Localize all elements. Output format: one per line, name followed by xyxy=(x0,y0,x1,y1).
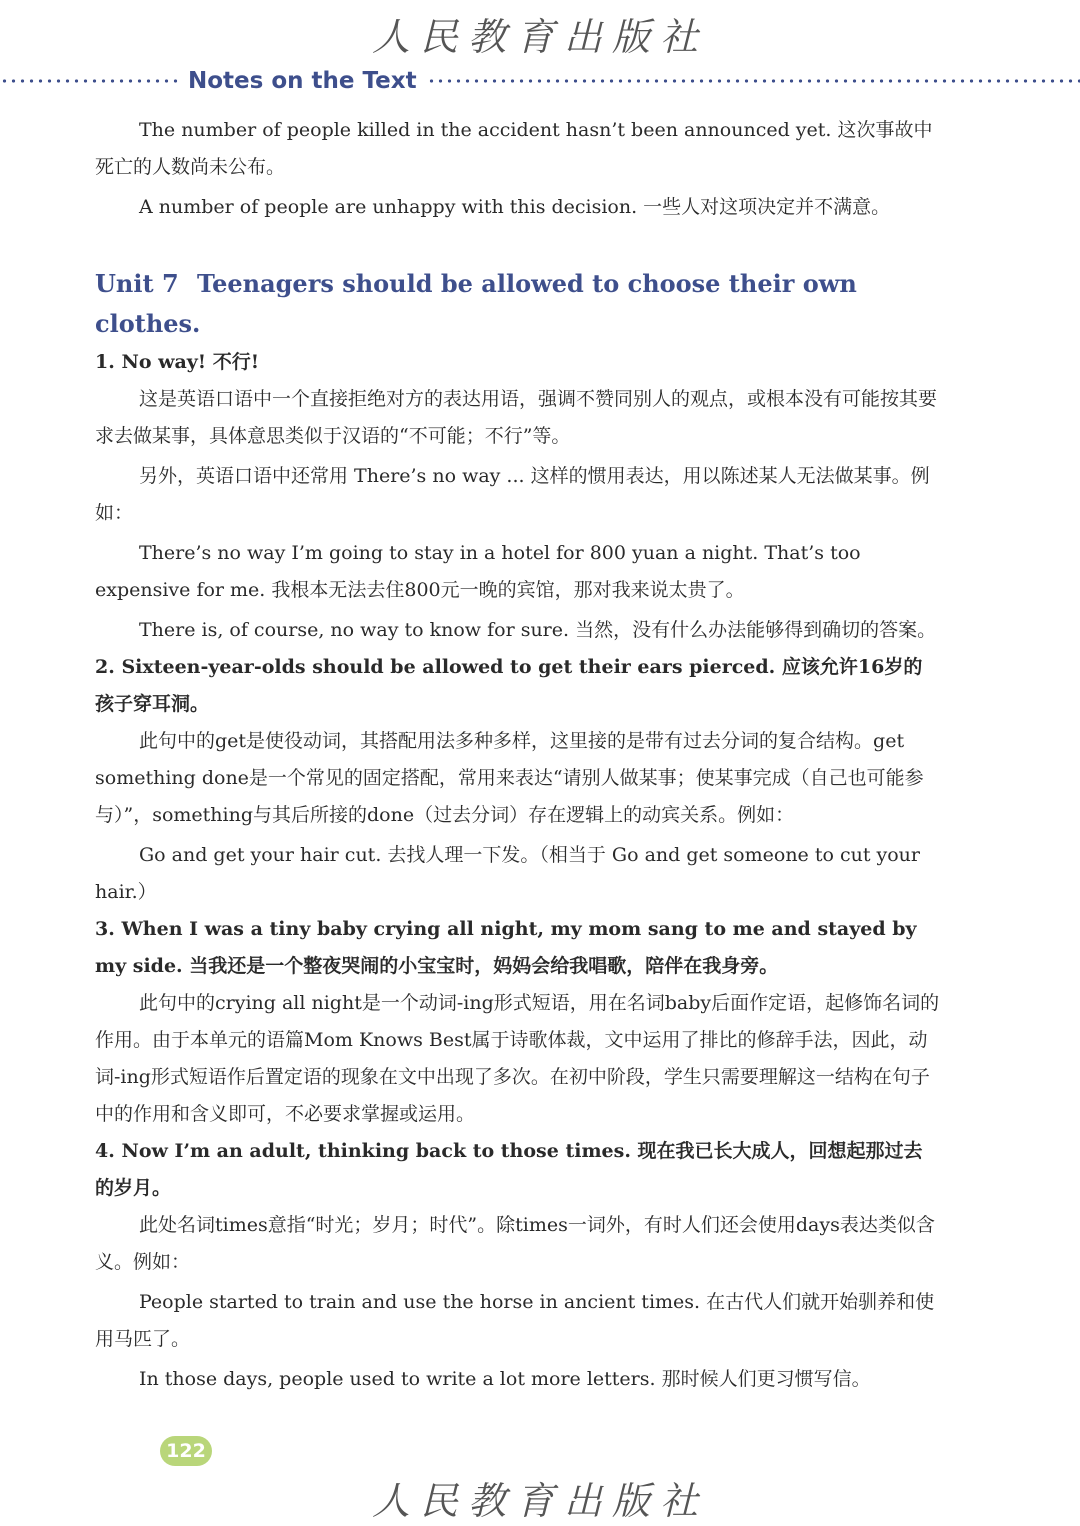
example-sentence: There’s no way I’m going to stay in a hotel for 800 yuan a night. That’s too expensive for me. 我根本无法去住800元一晚的宾馆，那对我来说太贵了。 xyxy=(95,542,861,601)
note-heading-3: 3. When I was a tiny baby crying all night, my mom sang to me and stayed by my side. 当我还是一个整夜哭闹的小宝宝时，妈妈会给我唱歌，陪伴在我身旁。 xyxy=(95,918,917,977)
paragraph: The number of people killed in the accident hasn’t been announced yet. 这次事故中死亡的人数尚未公布。 xyxy=(95,119,933,178)
page-number-badge: 122 xyxy=(160,1436,212,1466)
paragraph: 这是英语口语中一个直接拒绝对方的表达用语，强调不赞同别人的观点，或根本没有可能按其要求去做某事，具体意思类似于汉语的“不可能；不行”等。 xyxy=(95,388,938,447)
note-heading-2: 2. Sixteen-year-olds should be allowed to get their ears pierced. 应该允许16岁的孩子穿耳洞。 xyxy=(95,656,923,715)
example-sentence: People started to train and use the horse in ancient times. 在古代人们就开始驯养和使用马匹了。 xyxy=(95,1291,935,1350)
paragraph: 另外，英语口语中还常用 There’s no way ... 这样的惯用表达，用以陈述某人无法做某事。例如： xyxy=(95,465,930,524)
dotted-rule-left xyxy=(0,79,178,83)
unit-title: Teenagers should be allowed to choose their own clothes. xyxy=(95,269,857,338)
unit-heading xyxy=(95,264,940,344)
publisher-watermark-top: 人民教育出版社 xyxy=(371,15,708,59)
example-sentence: There is, of course, no way to know for sure. 当然，没有什么办法能够得到确切的答案。 xyxy=(139,619,937,641)
page-content xyxy=(95,112,940,1398)
paragraph: 此句中的get是使役动词，其搭配用法多种多样，这里接的是带有过去分词的复合结构。get something done是一个常见的固定搭配，常用来表达“请别人做某事；使某事完成（自己也可能参与）”，something与其后所接的done（过去分词）存在逻辑上的动宾关系。例如： xyxy=(95,730,924,826)
publisher-watermark-bottom: 人民教育出版社 xyxy=(371,1479,708,1523)
paragraph: A number of people are unhappy with this decision. 一些人对这项决定并不满意。 xyxy=(139,196,891,218)
section-title: Notes on the Text xyxy=(188,68,417,94)
paragraph: 此处名词times意指“时光；岁月；时代”。除times一词外，有时人们还会使用days表达类似含义。例如： xyxy=(95,1214,935,1273)
unit-number: Unit 7 xyxy=(95,269,179,298)
dotted-rule-right xyxy=(427,79,1080,83)
note-heading-1: 1. No way! 不行! xyxy=(95,351,260,373)
paragraph: 此句中的crying all night是一个动词-ing形式短语，用在名词baby后面作定语，起修饰名词的作用。由于本单元的语篇Mom Knows Best属于诗歌体裁，文中运用了排比的修辞手法，因此，动词-ing形式短语作后置定语的现象在文中出现了多次。在初中阶段，学生只需要理解这一结构在句子中的作用和含义即可，不必要求掌握或运用。 xyxy=(95,992,940,1125)
note-heading-4: 4. Now I’m an adult, thinking back to those times. 现在我已长大成人，回想起那过去的岁月。 xyxy=(95,1140,923,1199)
example-sentence: In those days, people used to write a lot more letters. 那时候人们更习惯写信。 xyxy=(139,1368,871,1390)
example-sentence: Go and get your hair cut. 去找人理一下发。（相当于 Go and get someone to cut your hair.） xyxy=(95,844,921,903)
section-header xyxy=(0,64,1080,98)
